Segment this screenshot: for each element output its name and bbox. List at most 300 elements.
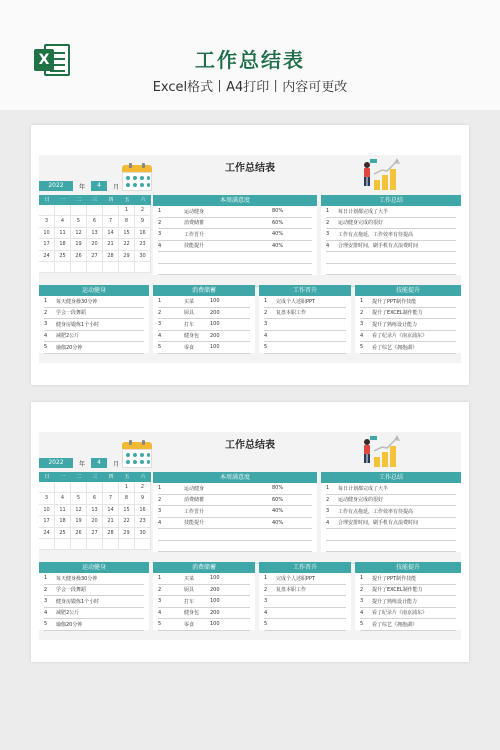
summary-panel xyxy=(321,472,461,552)
savings-panel xyxy=(153,285,255,353)
skills-row xyxy=(360,585,456,597)
row-number: 2 xyxy=(158,309,162,316)
calendar-day-cell[interactable] xyxy=(39,539,55,550)
row-text: 瑜伽20分钟 xyxy=(56,621,83,628)
savings-row xyxy=(158,331,250,343)
fitness-panel xyxy=(39,562,149,630)
row-number: 1 xyxy=(360,298,364,305)
calendar-day-cell[interactable]: 14 xyxy=(103,228,119,239)
calendar-day-cell[interactable] xyxy=(55,205,71,216)
row-text: 看了综艺《拥抱湖》 xyxy=(372,344,418,351)
calendar-day-cell[interactable]: 18 xyxy=(55,239,71,250)
calendar-icon xyxy=(122,440,152,468)
row-number: 1 xyxy=(326,485,330,492)
calendar-day-cell[interactable] xyxy=(55,539,71,550)
fitness-panel xyxy=(39,285,149,353)
excel-logo-icon: X xyxy=(34,42,70,78)
row-text: 每天健身操30分钟 xyxy=(56,298,98,305)
row-text: 工作有点拖延，工作效率有待提高 xyxy=(338,508,414,515)
savings-row xyxy=(158,608,250,620)
row-number: 2 xyxy=(360,309,364,316)
row-text: 提升了EXCEL制作能力 xyxy=(372,587,423,594)
row-number: 4 xyxy=(44,332,48,339)
row-text: 每日计划都完成了大半 xyxy=(338,485,389,492)
satisfaction-row xyxy=(158,529,312,541)
calendar-day-cell[interactable]: 6 xyxy=(87,216,103,227)
satisfaction-row xyxy=(158,518,312,530)
calendar-day-cell[interactable]: 23 xyxy=(135,239,151,250)
weekday-label: 一 xyxy=(60,474,66,480)
skills-row xyxy=(360,342,456,354)
fitness-row xyxy=(44,585,144,597)
calendar-day-cell[interactable]: 1 xyxy=(119,205,135,216)
calendar-day-cell[interactable]: 2 xyxy=(135,482,151,493)
row-value: 100 xyxy=(210,621,220,628)
calendar-day-cell[interactable]: 24 xyxy=(39,528,55,539)
row-number: 2 xyxy=(264,586,268,593)
year-label: 年 xyxy=(79,460,86,468)
summary-row xyxy=(326,506,456,518)
row-text: 提升了熟练设计能力 xyxy=(372,321,418,328)
fitness-panel-title: 运动健身 xyxy=(39,562,149,573)
satisfaction-row xyxy=(158,241,312,253)
satisfaction-panel xyxy=(153,195,317,275)
row-value: 40% xyxy=(272,231,284,238)
row-number: 1 xyxy=(158,208,162,215)
satisfaction-row xyxy=(158,506,312,518)
weekday-label: 四 xyxy=(108,474,114,480)
calendar-day-cell[interactable] xyxy=(119,539,135,550)
skills-panel-title: 技能提升 xyxy=(355,285,461,296)
promotion-panel-title: 工作晋升 xyxy=(259,285,351,296)
sheet-content xyxy=(39,155,461,363)
weekday-label: 三 xyxy=(92,197,98,203)
row-text: 合理安排时间，刷手机有点浪费时间 xyxy=(338,520,419,527)
calendar-day-cell[interactable]: 5 xyxy=(71,493,87,504)
weekday-label: 六 xyxy=(140,474,146,480)
fitness-panel-title: 运动健身 xyxy=(39,285,149,296)
row-number: 4 xyxy=(158,332,162,339)
fitness-row xyxy=(44,319,144,331)
row-number: 2 xyxy=(326,496,330,503)
calendar-day-cell[interactable] xyxy=(87,205,103,216)
row-text: 运动健身完成的很好 xyxy=(338,497,384,504)
calendar-day-cell[interactable] xyxy=(87,482,103,493)
calendar-day-cell[interactable] xyxy=(135,262,151,273)
row-text: 提升了PPT制作技能 xyxy=(372,575,417,582)
row-number: 1 xyxy=(158,575,162,582)
row-number: 3 xyxy=(158,508,162,515)
promotion-row xyxy=(264,296,346,308)
row-item: 健身包 xyxy=(184,333,200,340)
row-number: 3 xyxy=(264,321,268,328)
calendar-day-cell[interactable]: 22 xyxy=(119,239,135,250)
row-text: 学会一段舞蹈 xyxy=(56,310,87,317)
row-number: 4 xyxy=(326,242,330,249)
calendar-day-cell[interactable]: 8 xyxy=(119,216,135,227)
row-text: 健身房锻炼1个小时 xyxy=(56,598,100,605)
weekday-label: 二 xyxy=(76,474,82,480)
savings-row xyxy=(158,596,250,608)
savings-panel-title: 消费储蓄 xyxy=(153,562,255,573)
calendar-day-cell[interactable]: 19 xyxy=(71,516,87,527)
row-text: 提升了熟练设计能力 xyxy=(372,598,418,605)
calendar-day-cell[interactable]: 30 xyxy=(135,251,151,262)
row-text: 完成个人述职PPT xyxy=(276,298,316,305)
row-number: 5 xyxy=(158,621,162,628)
fitness-row xyxy=(44,608,144,620)
skills-row xyxy=(360,308,456,320)
summary-row xyxy=(326,241,456,253)
row-number: 1 xyxy=(326,208,330,215)
year-label: 年 xyxy=(79,183,86,191)
calendar-day-cell[interactable] xyxy=(39,262,55,273)
satisfaction-row xyxy=(158,218,312,230)
row-number: 3 xyxy=(326,231,330,238)
row-number: 1 xyxy=(158,485,162,492)
row-item: 工作晋升 xyxy=(184,508,205,515)
promotion-panel-title: 工作晋升 xyxy=(259,562,351,573)
calendar-day-cell[interactable] xyxy=(71,539,87,550)
calendar-weekday-header xyxy=(39,195,151,205)
calendar-week-row xyxy=(39,251,151,262)
row-number: 4 xyxy=(360,609,364,616)
row-value: 100 xyxy=(210,575,220,582)
promotion-row xyxy=(264,342,346,354)
sheet-title: 工作总结表 xyxy=(225,163,275,174)
row-number: 1 xyxy=(360,575,364,582)
summary-row xyxy=(326,229,456,241)
skills-panel-title: 技能提升 xyxy=(355,562,461,573)
row-value: 80% xyxy=(272,485,284,492)
satisfaction-row xyxy=(158,264,312,276)
row-value: 100 xyxy=(210,321,220,328)
calendar-day-cell[interactable]: 4 xyxy=(55,216,71,227)
calendar-day-cell[interactable]: 22 xyxy=(119,516,135,527)
summary-row xyxy=(326,483,456,495)
row-number: 3 xyxy=(44,598,48,605)
calendar-day-cell[interactable]: 26 xyxy=(71,528,87,539)
calendar-week-row xyxy=(39,228,151,239)
row-number: 1 xyxy=(264,575,268,582)
fitness-row xyxy=(44,296,144,308)
savings-row xyxy=(158,619,250,631)
row-number: 4 xyxy=(264,332,268,339)
calendar-week-row xyxy=(39,239,151,250)
row-number: 3 xyxy=(158,598,162,605)
calendar-day-cell[interactable]: 17 xyxy=(39,516,55,527)
skills-row xyxy=(360,296,456,308)
calendar-day-cell[interactable]: 17 xyxy=(39,239,55,250)
row-value: 100 xyxy=(210,344,220,351)
calendar-day-cell[interactable]: 16 xyxy=(135,505,151,516)
calendar-day-cell[interactable]: 24 xyxy=(39,251,55,262)
summary-panel xyxy=(321,195,461,275)
calendar-day-cell[interactable]: 29 xyxy=(119,528,135,539)
satisfaction-row xyxy=(158,252,312,264)
row-number: 3 xyxy=(326,508,330,515)
calendar-day-cell[interactable]: 21 xyxy=(103,516,119,527)
savings-panel xyxy=(153,562,255,630)
fitness-row xyxy=(44,573,144,585)
calendar-day-cell[interactable]: 16 xyxy=(135,228,151,239)
calendar-icon xyxy=(122,163,152,191)
row-number: 5 xyxy=(360,344,364,351)
calendar-week-row xyxy=(39,262,151,273)
calendar-day-cell[interactable]: 28 xyxy=(103,528,119,539)
row-text: 健身房锻炼1个小时 xyxy=(56,321,100,328)
satisfaction-row xyxy=(158,483,312,495)
calendar-day-cell[interactable]: 15 xyxy=(119,505,135,516)
calendar-week-row xyxy=(39,216,151,227)
row-item: 运动健身 xyxy=(184,208,205,215)
calendar-day-cell[interactable]: 6 xyxy=(87,493,103,504)
page-header xyxy=(0,0,500,110)
promotion-row xyxy=(264,585,346,597)
row-number: 2 xyxy=(44,309,48,316)
calendar-day-cell[interactable]: 13 xyxy=(87,228,103,239)
calendar-day-cell[interactable] xyxy=(55,482,71,493)
fitness-row xyxy=(44,619,144,631)
row-value: 40% xyxy=(272,242,284,249)
year-field[interactable]: 2022 xyxy=(39,458,73,468)
calendar-day-cell[interactable]: 27 xyxy=(87,528,103,539)
skills-row xyxy=(360,619,456,631)
row-number: 1 xyxy=(44,575,48,582)
calendar-weekday-header xyxy=(39,472,151,482)
calendar-day-cell[interactable] xyxy=(103,539,119,550)
calendar-day-cell[interactable]: 10 xyxy=(39,505,55,516)
row-number: 5 xyxy=(158,344,162,351)
calendar-day-cell[interactable]: 2 xyxy=(135,205,151,216)
calendar-day-cell[interactable]: 27 xyxy=(87,251,103,262)
calendar-day-cell[interactable]: 14 xyxy=(103,505,119,516)
weekday-label: 五 xyxy=(124,197,130,203)
row-text: 合理安排时间，刷手机有点浪费时间 xyxy=(338,243,419,250)
row-number: 3 xyxy=(158,231,162,238)
calendar-day-cell[interactable]: 15 xyxy=(119,228,135,239)
row-value: 100 xyxy=(210,298,220,305)
promotion-row xyxy=(264,619,346,631)
summary-row xyxy=(326,529,456,541)
row-text: 完成个人述职PPT xyxy=(276,575,316,582)
weekday-label: 一 xyxy=(60,197,66,203)
summary-panel-title: 工作总结 xyxy=(321,195,461,206)
calendar-day-cell[interactable] xyxy=(119,262,135,273)
calendar-day-cell[interactable]: 26 xyxy=(71,251,87,262)
calendar-day-cell[interactable] xyxy=(39,205,55,216)
calendar-day-cell[interactable]: 7 xyxy=(103,493,119,504)
satisfaction-row xyxy=(158,206,312,218)
calendar-day-cell[interactable]: 5 xyxy=(71,216,87,227)
calendar-day-cell[interactable]: 1 xyxy=(119,482,135,493)
row-number: 3 xyxy=(360,321,364,328)
month-field[interactable]: 4 xyxy=(91,458,107,468)
row-value: 200 xyxy=(210,609,220,616)
row-value: 100 xyxy=(210,598,220,605)
calendar-day-cell[interactable]: 20 xyxy=(87,239,103,250)
row-text: 复盘本职工作 xyxy=(276,587,307,594)
calendar-day-cell[interactable] xyxy=(103,205,119,216)
promotion-row xyxy=(264,308,346,320)
row-value: 40% xyxy=(272,508,284,515)
calendar-day-cell[interactable] xyxy=(103,262,119,273)
calendar-day-cell[interactable] xyxy=(87,539,103,550)
satisfaction-row xyxy=(158,229,312,241)
satisfaction-row xyxy=(158,495,312,507)
row-text: 学会一段舞蹈 xyxy=(56,587,87,594)
row-text: 看了综艺《拥抱湖》 xyxy=(372,621,418,628)
weekday-label: 日 xyxy=(44,474,50,480)
row-number: 2 xyxy=(264,309,268,316)
summary-row xyxy=(326,218,456,230)
calendar-day-cell[interactable]: 25 xyxy=(55,251,71,262)
promotion-panel xyxy=(259,285,351,353)
sheet-preview-1 xyxy=(31,125,469,385)
year-month-selector xyxy=(39,181,125,191)
row-text: 减肥2公斤 xyxy=(56,610,80,617)
calendar-day-cell[interactable]: 10 xyxy=(39,228,55,239)
row-number: 5 xyxy=(264,344,268,351)
month-label: 月 xyxy=(113,183,120,191)
row-item: 零食 xyxy=(184,344,195,351)
calendar-day-cell[interactable]: 18 xyxy=(55,516,71,527)
promotion-row xyxy=(264,331,346,343)
row-text: 看了纪录片《南京浦东》 xyxy=(372,610,428,617)
calendar-day-cell[interactable]: 8 xyxy=(119,493,135,504)
savings-panel-title: 消费储蓄 xyxy=(153,285,255,296)
calendar-week-row xyxy=(39,516,151,527)
weekday-label: 三 xyxy=(92,474,98,480)
row-item: 打车 xyxy=(184,321,195,328)
row-item: 买菜 xyxy=(184,575,195,582)
promotion-row xyxy=(264,573,346,585)
calendar-day-cell[interactable] xyxy=(39,482,55,493)
row-item: 技能提升 xyxy=(184,243,205,250)
calendar-week-row xyxy=(39,505,151,516)
growth-chart-icon xyxy=(359,433,403,467)
promotion-row xyxy=(264,596,346,608)
row-number: 3 xyxy=(158,321,162,328)
calendar-week-row xyxy=(39,205,151,216)
skills-row xyxy=(360,573,456,585)
summary-row xyxy=(326,252,456,264)
row-number: 2 xyxy=(158,496,162,503)
calendar-day-cell[interactable]: 3 xyxy=(39,216,55,227)
summary-row xyxy=(326,495,456,507)
promotion-panel xyxy=(259,562,351,630)
row-number: 5 xyxy=(360,621,364,628)
calendar-day-cell[interactable]: 25 xyxy=(55,528,71,539)
calendar-week-row xyxy=(39,482,151,493)
calendar-day-cell[interactable]: 30 xyxy=(135,528,151,539)
calendar-day-cell[interactable]: 19 xyxy=(71,239,87,250)
calendar-day-cell[interactable]: 29 xyxy=(119,251,135,262)
sheet-preview-2 xyxy=(31,402,469,662)
row-text: 提升了PPT制作技能 xyxy=(372,298,417,305)
satisfaction-panel-title: 本周满意度 xyxy=(153,195,317,206)
month-field[interactable]: 4 xyxy=(91,181,107,191)
calendar-day-cell[interactable] xyxy=(87,262,103,273)
calendar-day-cell[interactable]: 11 xyxy=(55,228,71,239)
calendar-day-cell[interactable] xyxy=(71,482,87,493)
calendar-day-cell[interactable]: 4 xyxy=(55,493,71,504)
calendar-week-row xyxy=(39,539,151,550)
calendar-day-cell[interactable] xyxy=(71,262,87,273)
row-number: 4 xyxy=(158,242,162,249)
calendar-day-cell[interactable] xyxy=(103,482,119,493)
summary-row xyxy=(326,518,456,530)
skills-row xyxy=(360,331,456,343)
row-text: 瑜伽20分钟 xyxy=(56,344,83,351)
row-number: 5 xyxy=(264,621,268,628)
row-item: 消费储蓄 xyxy=(184,220,205,227)
year-field[interactable]: 2022 xyxy=(39,181,73,191)
row-number: 4 xyxy=(158,609,162,616)
row-number: 2 xyxy=(360,586,364,593)
calendar-day-cell[interactable]: 23 xyxy=(135,516,151,527)
row-number: 4 xyxy=(264,609,268,616)
calendar-day-cell[interactable] xyxy=(71,205,87,216)
row-item: 买菜 xyxy=(184,298,195,305)
row-number: 3 xyxy=(44,321,48,328)
row-number: 5 xyxy=(44,621,48,628)
month-label: 月 xyxy=(113,460,120,468)
row-item: 厨具 xyxy=(184,587,195,594)
calendar-day-cell[interactable]: 3 xyxy=(39,493,55,504)
row-value: 200 xyxy=(210,586,220,593)
row-number: 3 xyxy=(360,598,364,605)
row-number: 1 xyxy=(44,298,48,305)
weekday-label: 六 xyxy=(140,197,146,203)
row-value: 60% xyxy=(272,219,284,226)
row-value: 40% xyxy=(272,519,284,526)
row-item: 运动健身 xyxy=(184,485,205,492)
calendar-day-cell[interactable]: 7 xyxy=(103,216,119,227)
skills-row xyxy=(360,608,456,620)
calendar-day-cell[interactable]: 13 xyxy=(87,505,103,516)
summary-panel-title: 工作总结 xyxy=(321,472,461,483)
calendar-day-cell[interactable]: 20 xyxy=(87,516,103,527)
row-number: 2 xyxy=(158,586,162,593)
skills-row xyxy=(360,319,456,331)
summary-row xyxy=(326,206,456,218)
calendar-day-cell[interactable] xyxy=(135,539,151,550)
calendar-day-cell[interactable]: 9 xyxy=(135,493,151,504)
row-text: 运动健身完成的很好 xyxy=(338,220,384,227)
calendar-day-cell[interactable]: 21 xyxy=(103,239,119,250)
savings-row xyxy=(158,319,250,331)
calendar-day-cell[interactable]: 28 xyxy=(103,251,119,262)
calendar-day-cell[interactable]: 12 xyxy=(71,228,87,239)
summary-row xyxy=(326,264,456,276)
calendar-day-cell[interactable]: 11 xyxy=(55,505,71,516)
weekday-label: 五 xyxy=(124,474,130,480)
satisfaction-row xyxy=(158,541,312,553)
row-number: 3 xyxy=(264,598,268,605)
weekday-label: 四 xyxy=(108,197,114,203)
weekday-label: 二 xyxy=(76,197,82,203)
skills-row xyxy=(360,596,456,608)
fitness-row xyxy=(44,308,144,320)
sheet-title: 工作总结表 xyxy=(225,440,275,451)
row-item: 零食 xyxy=(184,621,195,628)
calendar-day-cell[interactable]: 9 xyxy=(135,216,151,227)
savings-row xyxy=(158,308,250,320)
calendar-day-cell[interactable]: 12 xyxy=(71,505,87,516)
row-value: 200 xyxy=(210,332,220,339)
calendar-day-cell[interactable] xyxy=(55,262,71,273)
